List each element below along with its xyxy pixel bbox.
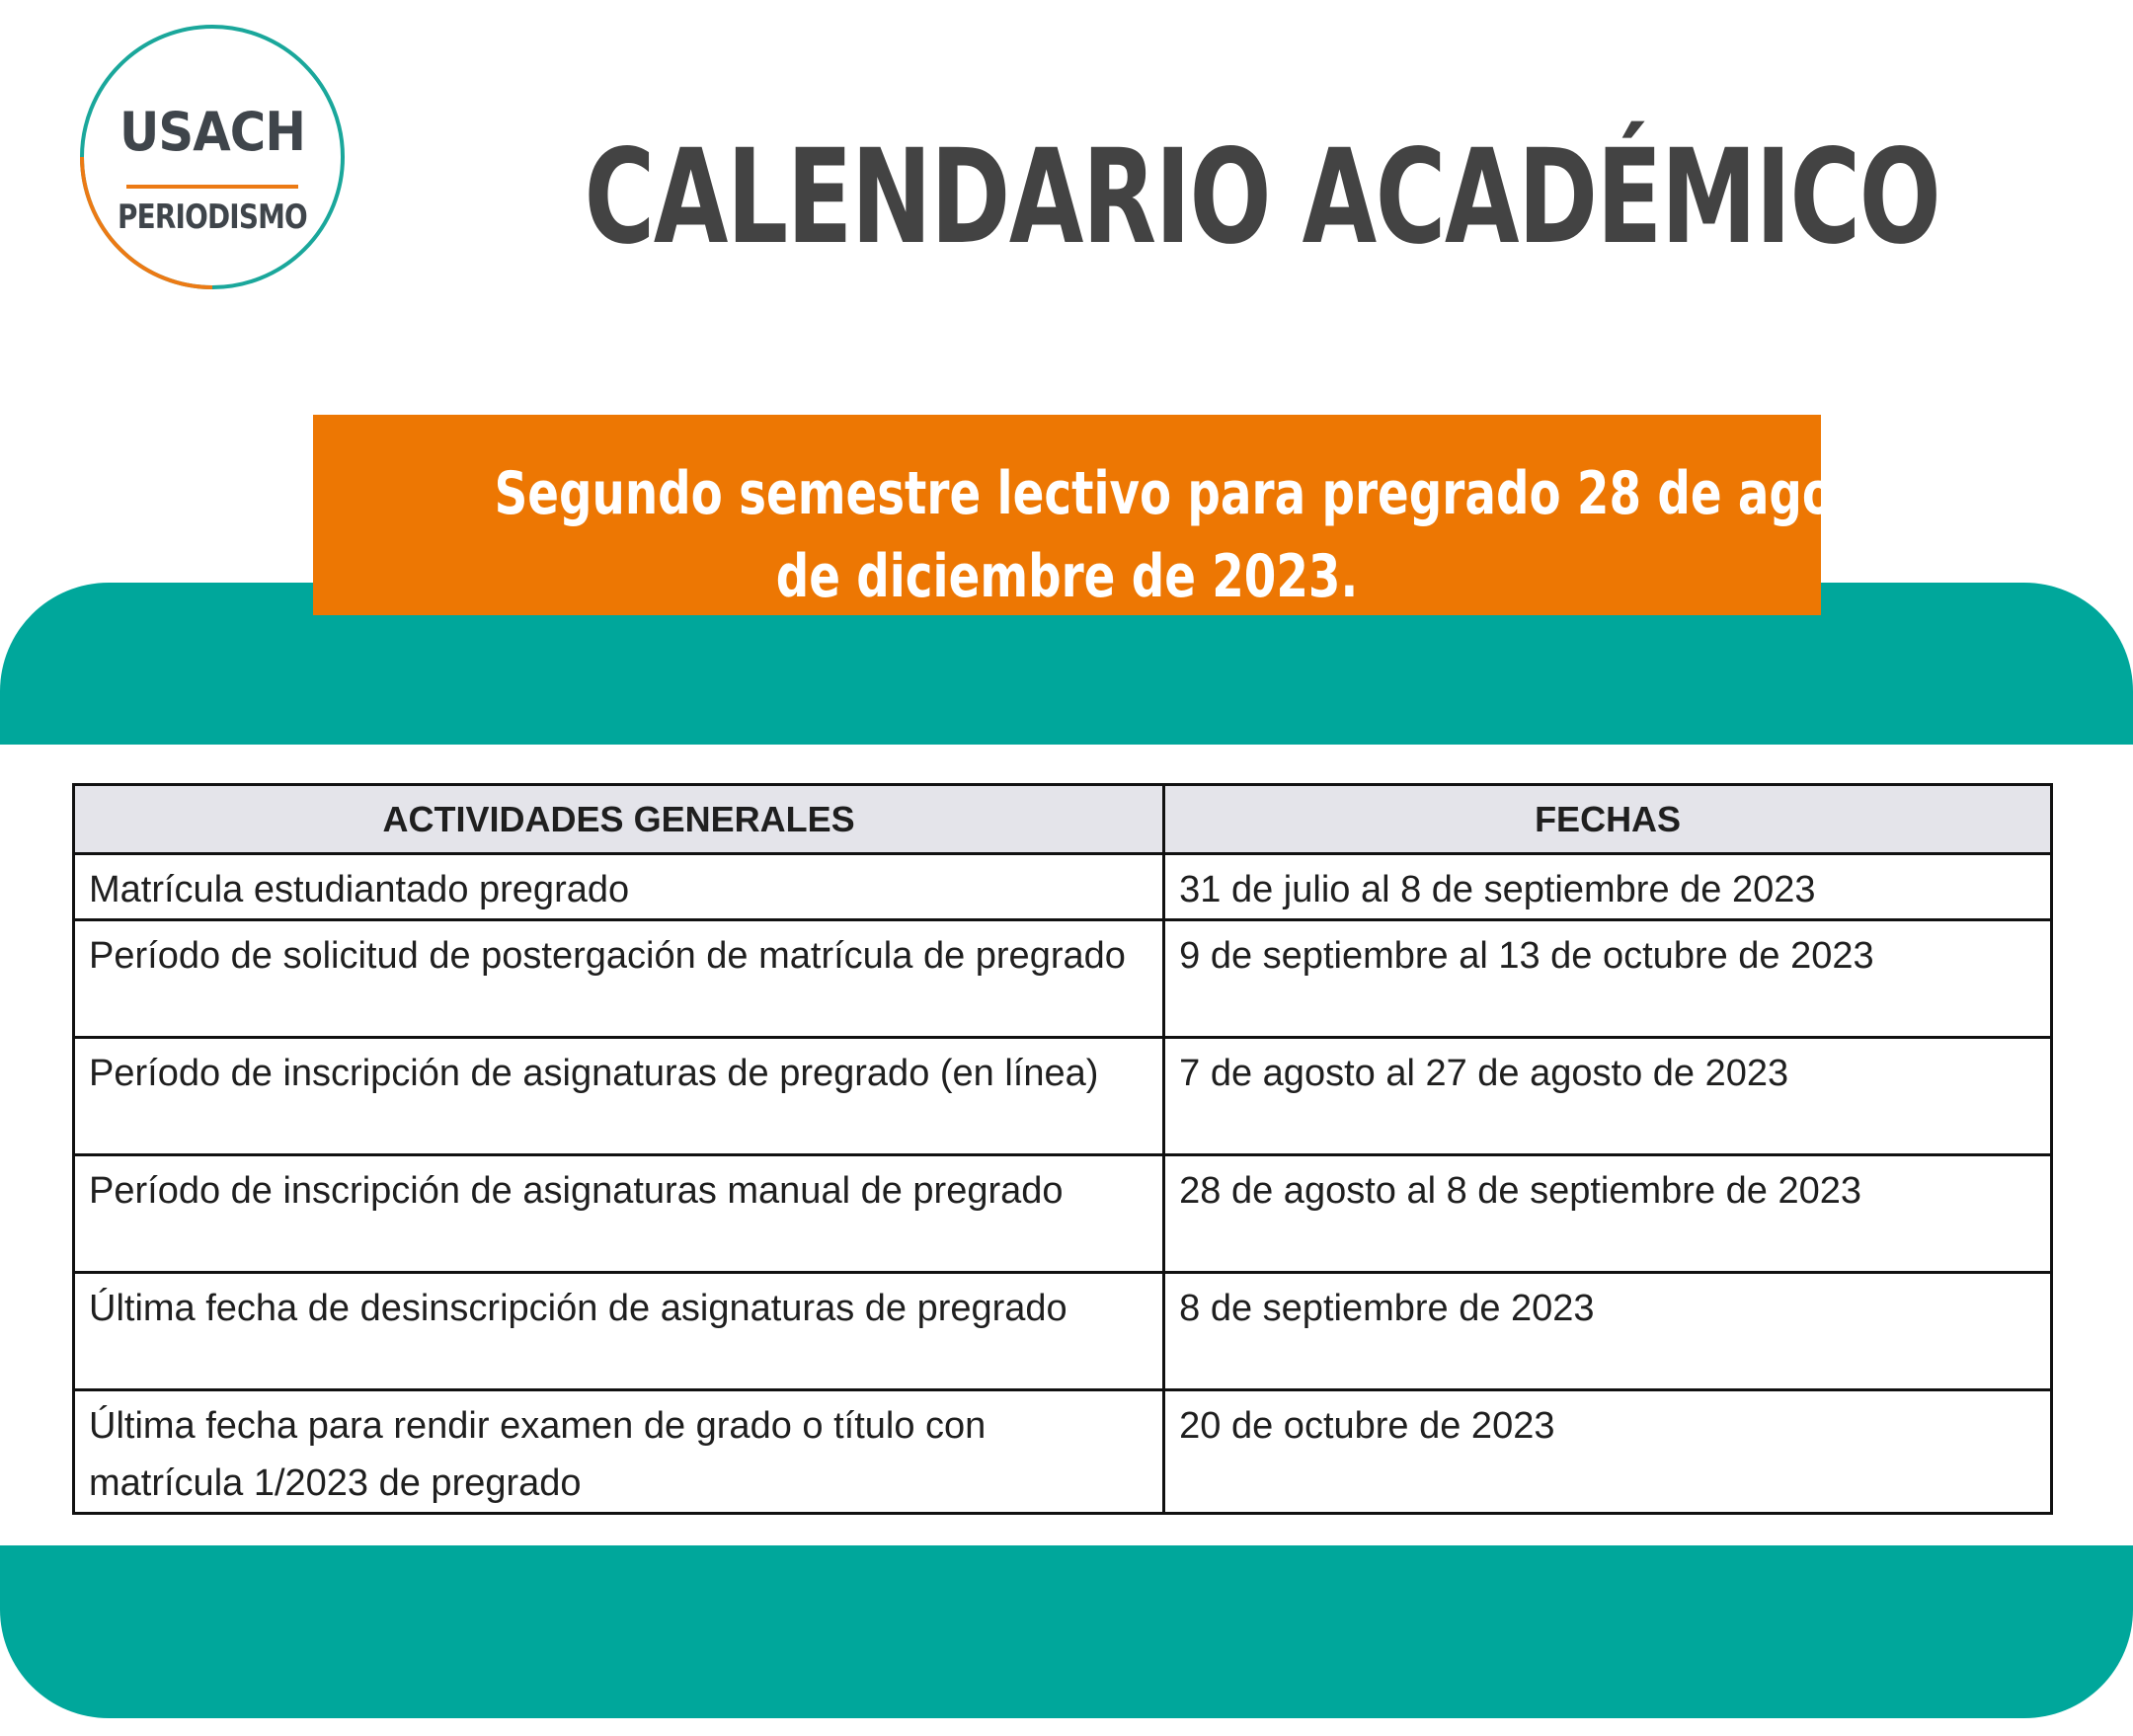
dates-cell: 7 de agosto al 27 de agosto de 2023: [1164, 1038, 2052, 1155]
dates-cell: 20 de octubre de 2023: [1164, 1390, 2052, 1514]
calendar-table: [72, 783, 2053, 1515]
table-header-row: [74, 785, 2052, 854]
activity-cell: Período de inscripción de asignaturas de pregrado (en línea): [74, 1038, 1164, 1155]
logo-top-text: USACH: [118, 101, 305, 163]
dates-cell: 28 de agosto al 8 de septiembre de 2023: [1164, 1155, 2052, 1273]
banner-line-2: de diciembre de 2023.: [775, 542, 1359, 611]
teal-band-bottom: [0, 1545, 2133, 1718]
activity-cell: Última fecha de desinscripción de asignaturas de pregrado: [74, 1273, 1164, 1390]
activity-cell: Matrícula estudiantado pregrado: [74, 854, 1164, 920]
table-row: [74, 854, 2052, 920]
dates-cell: 8 de septiembre de 2023: [1164, 1273, 2052, 1390]
dates-cell: 31 de julio al 8 de septiembre de 2023: [1164, 854, 2052, 920]
table-row: [74, 1390, 2052, 1514]
logo-divider: [126, 185, 298, 189]
activity-cell: Período de inscripción de asignaturas manual de pregrado: [74, 1155, 1164, 1273]
table-row: [74, 1273, 2052, 1390]
header-dates: FECHAS: [1164, 785, 2052, 854]
page-title: CALENDARIO ACADÉMICO: [584, 121, 1940, 274]
table-row: [74, 1155, 2052, 1273]
logo-bottom-text: PERIODISMO: [118, 197, 307, 237]
dates-cell: 9 de septiembre al 13 de octubre de 2023: [1164, 920, 2052, 1038]
banner-line-1: Segundo semestre lectivo para pregrado 28 de agosto al 23: [494, 459, 2059, 528]
header-activities: ACTIVIDADES GENERALES: [74, 785, 1164, 854]
table-row: [74, 1038, 2052, 1155]
activity-cell: Período de solicitud de postergación de matrícula de pregrado: [74, 920, 1164, 1038]
semester-banner: [313, 415, 2059, 615]
activity-cell: Última fecha para rendir examen de grado o título con matrícula 1/2023 de pregrado: [74, 1390, 1164, 1514]
usach-periodismo-logo: [79, 24, 346, 290]
table-row: [74, 920, 2052, 1038]
